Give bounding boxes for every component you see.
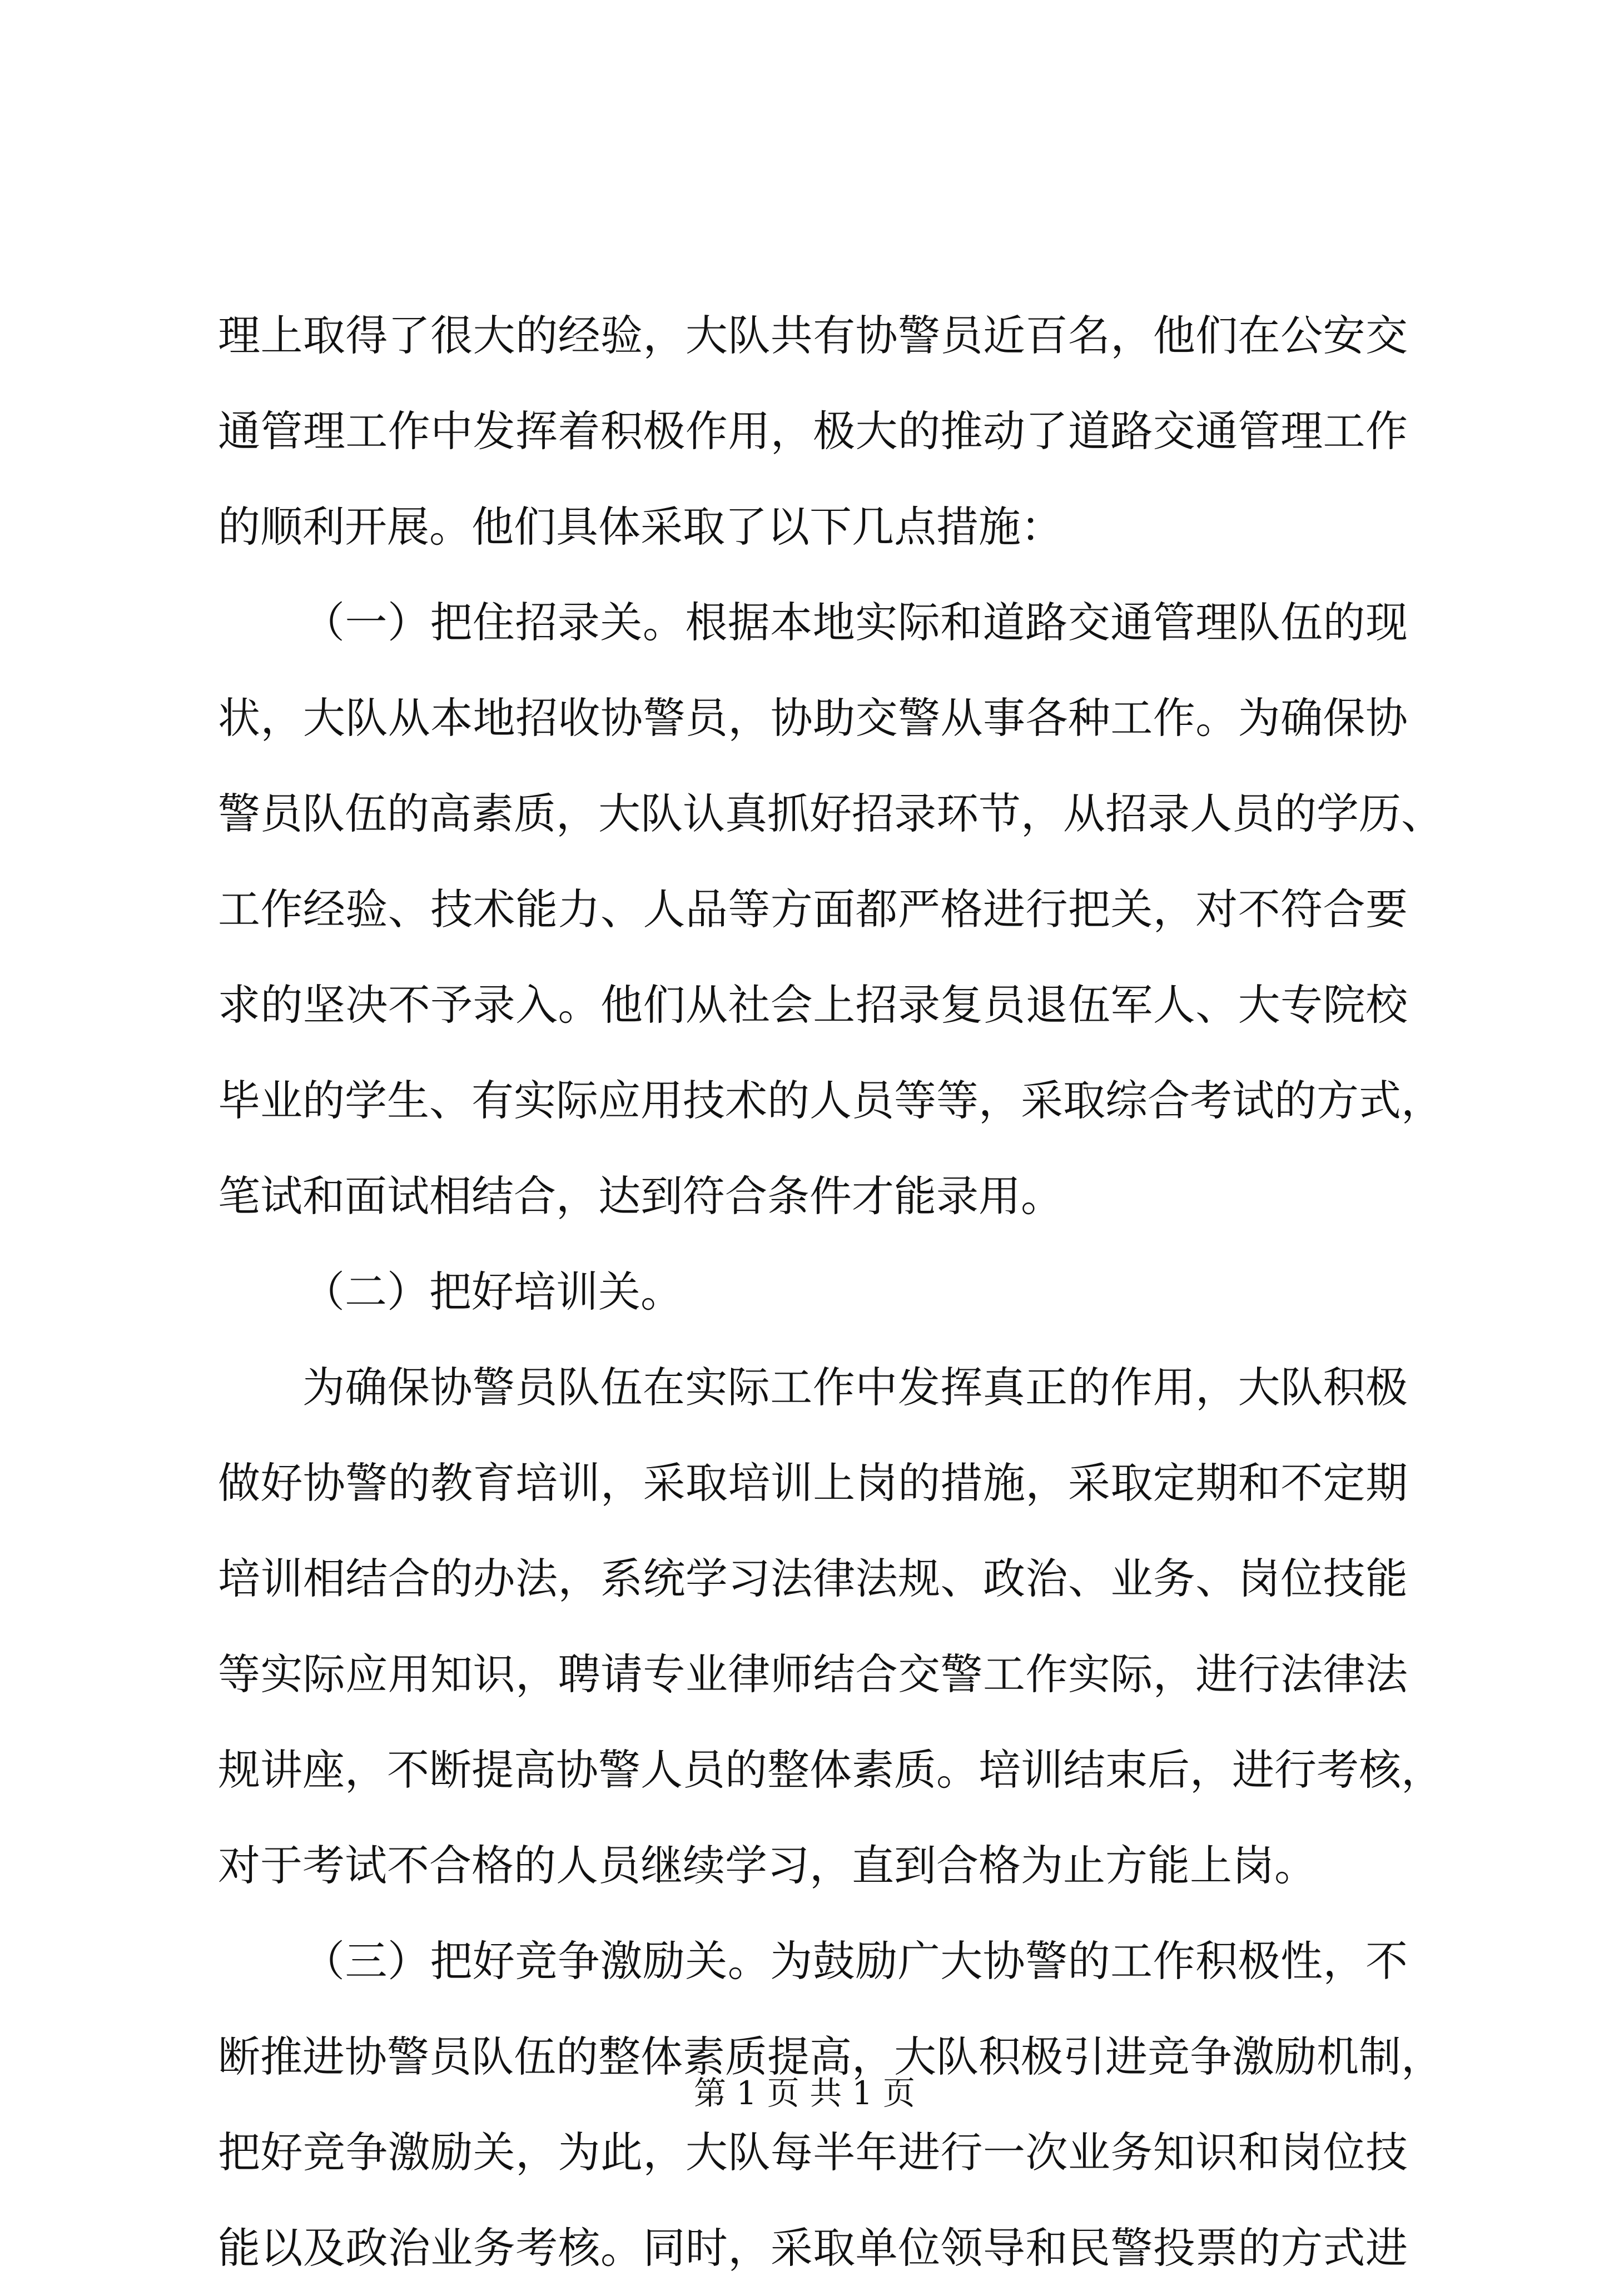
text-line: 状，大队从本地招收协警员，协助交警从事各种工作。为确保协	[218, 693, 1408, 743]
text-line: 规讲座，不断提高协警人员的整体素质。培训结束后，进行考核，	[218, 1745, 1443, 1795]
text-line: 培训相结合的办法，系统学习法律法规、政治、业务、岗位技能	[218, 1554, 1408, 1603]
text-line: 工作经验、技术能力、人品等方面都严格进行把关，对不符合要	[218, 884, 1408, 934]
text-line: （一）把住招录关。根据本地实际和道路交通管理队伍的现	[302, 598, 1408, 647]
section-heading: （二）把好培训关。	[302, 1267, 683, 1316]
text-line: 理上取得了很大的经验，大队共有协警员近百名，他们在公安交	[218, 311, 1408, 360]
text-line: 把好竞争激励关，为此，大队每半年进行一次业务知识和岗位技	[218, 2128, 1408, 2177]
body-text	[218, 288, 1443, 2296]
text-line: 断推进协警员队伍的整体素质提高，大队积极引进竞争激励机制，	[218, 2032, 1443, 2081]
page-footer: 第 1 页 共 1 页	[694, 2074, 915, 2112]
text-line: 的顺利开展。他们具体采取了以下几点措施：	[218, 502, 1063, 551]
text-line: 警员队伍的高素质，大队认真抓好招录环节，从招录人员的学历、	[218, 789, 1443, 838]
text-line: 能以及政治业务考核。同时，采取单位领导和民警投票的方式进	[218, 2223, 1408, 2273]
text-line: 毕业的学生、有实际应用技术的人员等等，采取综合考试的方式，	[218, 1076, 1443, 1125]
text-line: 做好协警的教育培训，采取培训上岗的措施，采取定期和不定期	[218, 1458, 1408, 1508]
text-line: 通管理工作中发挥着积极作用，极大的推动了道路交通管理工作	[218, 406, 1408, 456]
text-line: 笔试和面试相结合，达到符合条件才能录用。	[218, 1171, 1063, 1221]
text-line: 对于考试不合格的人员继续学习，直到合格为止方能上岗。	[218, 1841, 1317, 1890]
text-line: 求的坚决不予录入。他们从社会上招录复员退伍军人、大专院校	[218, 980, 1408, 1030]
text-line: （三）把好竞争激励关。为鼓励广大协警的工作积极性，不	[302, 1936, 1408, 1986]
text-line: 为确保协警员队伍在实际工作中发挥真正的作用，大队积极	[302, 1363, 1408, 1412]
text-line: 等实际应用知识，聘请专业律师结合交警工作实际，进行法律法	[218, 1649, 1408, 1699]
